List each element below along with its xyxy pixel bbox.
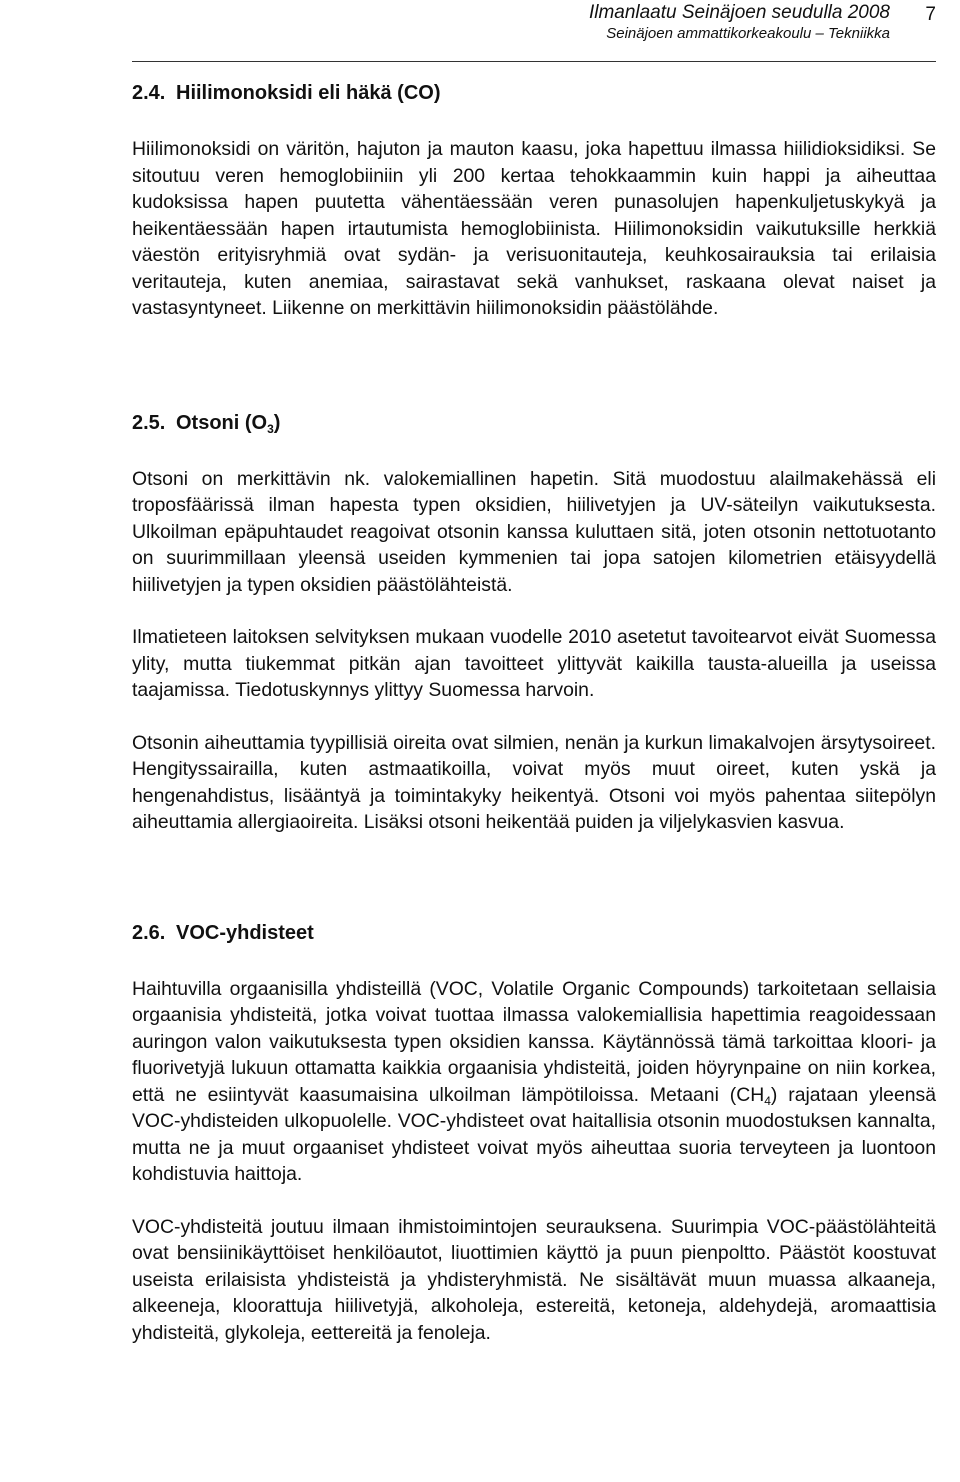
section-title-subscript: 3	[267, 421, 274, 436]
section-title-suffix: )	[273, 411, 281, 434]
paragraph-voc-sources: VOC-yhdisteitä joutuu ilmaan ihmistoimintojen seurauksena. Suurimpia VOC-päästölähteitä ovat bensiinikäyttöiset henkilöautot, liuottimien käyttö ja puun pienpoltto. Päästöt koostuvat useista erilaisista yhdisteistä ja yhdisteryhmistä. Ne sisältävät muun muassa alkaaneja, alkeeneja, kloorattuja hiilivetyjä, alkoholeja, estereitä, ketoneja, aldehydejä, aromaattisia yhdisteitä, glykoleja, eettereitä ja fenoleja.	[132, 1215, 936, 1344]
section-heading-co	[132, 80, 936, 106]
header-text	[589, 2, 890, 44]
section-title: Hiilimonoksidi eli häkä (CO)	[176, 82, 441, 104]
document-subtitle: Seinäjoen ammattikorkeakoulu – Tekniikka	[606, 25, 890, 42]
page-content	[132, 70, 936, 1346]
section-title: VOC-yhdisteet	[176, 921, 314, 944]
paragraph-ozone-formation: Otsoni on merkittävin nk. valokemiallinen hapetin. Sitä muodostuu alailmakehässä eli troposfäärissä ilman hapesta typen oksidien, hiilivetyjen ja UV-säteilyn vaikutuksesta. Ulkoilman epäpuhtaudet reagoivat otsonin kanssa kuluttaen sitä, joten otsonin nettotuotanto on suurimmillaan yleensä useiden kymmenien tai jopa satojen kilometrien etäisyydellä hiilivetyjen ja typen oksidien päästölähteistä.	[132, 467, 936, 596]
section-heading-voc	[132, 920, 936, 946]
page-number: 7	[925, 4, 936, 25]
paragraph-ozone-effects: Otsonin aiheuttamia tyypillisiä oireita ovat silmien, nenän ja kurkun limakalvojen ärsytysoireet. Hengityssairailla, kuten astmaatikoilla, voivat myös muut oireet, kuten yskä ja hengenahdistus, lisääntyä ja toimintakyky heikentyä. Otsoni voi myös pahentaa siitepölyn aiheuttamia allergiaoireita. Lisäksi otsoni heikentää puiden ja viljelykasvien kasvua.	[132, 731, 936, 833]
section-title-prefix: Otsoni (O	[176, 411, 268, 434]
page-header	[132, 2, 936, 60]
paragraph-ozone-targets: Ilmatieteen laitoksen selvityksen mukaan vuodelle 2010 asetetut tavoitearvot eivät Suomessa ylity, mutta tiukemmat pitkän ajan tavoitteet ylittyvät kaikilla tausta-alueilla ja useissa taajamissa. Tiedotuskynnys ylittyy Suomessa harvoin.	[132, 626, 936, 701]
header-divider	[132, 61, 936, 62]
section-number: 2.5.	[132, 411, 166, 434]
section-number: 2.4.	[132, 82, 166, 104]
document-title: Ilmanlaatu Seinäjoen seudulla 2008	[588, 2, 890, 23]
section-heading-ozone	[132, 410, 936, 436]
paragraph-text: ) rajataan yleensä VOC-yhdisteiden ulkopuolelle. VOC-yhdisteet ovat haitallisia otsonin muodostuksen kannalta, mutta ne ja muut orgaaniset yhdisteet voivat myös aiheuttaa suoria terveyteen ja luontoon kohdistuvia haittoja.	[132, 1083, 937, 1185]
paragraph-voc-definition	[132, 976, 936, 1188]
section-number: 2.6.	[132, 921, 166, 944]
paragraph-text: Haihtuvilla orgaanisilla yhdisteillä (VOC, Volatile Organic Compounds) tarkoitetaan sellaisia orgaanisia yhdisteitä, jotka voivat tuottaa ilmassa valokemiallisia hapettimia reagoidessaan auringon valon vaikutuksesta typen oksidien kanssa. Käytännössä tämä tarkoittaa kloori- ja fluorivetyjä lukuun ottamatta kaikkia orgaanisia yhdisteitä, joiden höyrynpaine on niin korkea, että ne esiintyvät kaasumaisina ulkoilman lämpötiloissa. Metaani (CH	[132, 977, 936, 1106]
paragraph-co: Hiilimonoksidi on väritön, hajuton ja mauton kaasu, joka hapettuu ilmassa hiilidioksidiksi. Se sitoutuu veren hemoglobiiniin yli 200 kertaa tehokkaammin kuin happi ja aiheuttaa kudoksissa hapen puutetta vähentäessään veren punasolujen hapenkuljetuskykyä ja heikentäessään hapen irtautumista hemoglobiinista. Hiilimonoksidin vaikutuksille herkkiä väestön erityisryhmiä ovat sydän- ja verisuonitauteja, keuhkosairauksia tai erilaisia veritauteja, kuten anemiaa, sairastavat sekä vanhukset, raskaana olevat naiset ja vastasyntyneet. Liikenne on merkittävin hiilimonoksidin päästölähde.	[132, 138, 936, 319]
subscript: 4	[764, 1093, 771, 1108]
